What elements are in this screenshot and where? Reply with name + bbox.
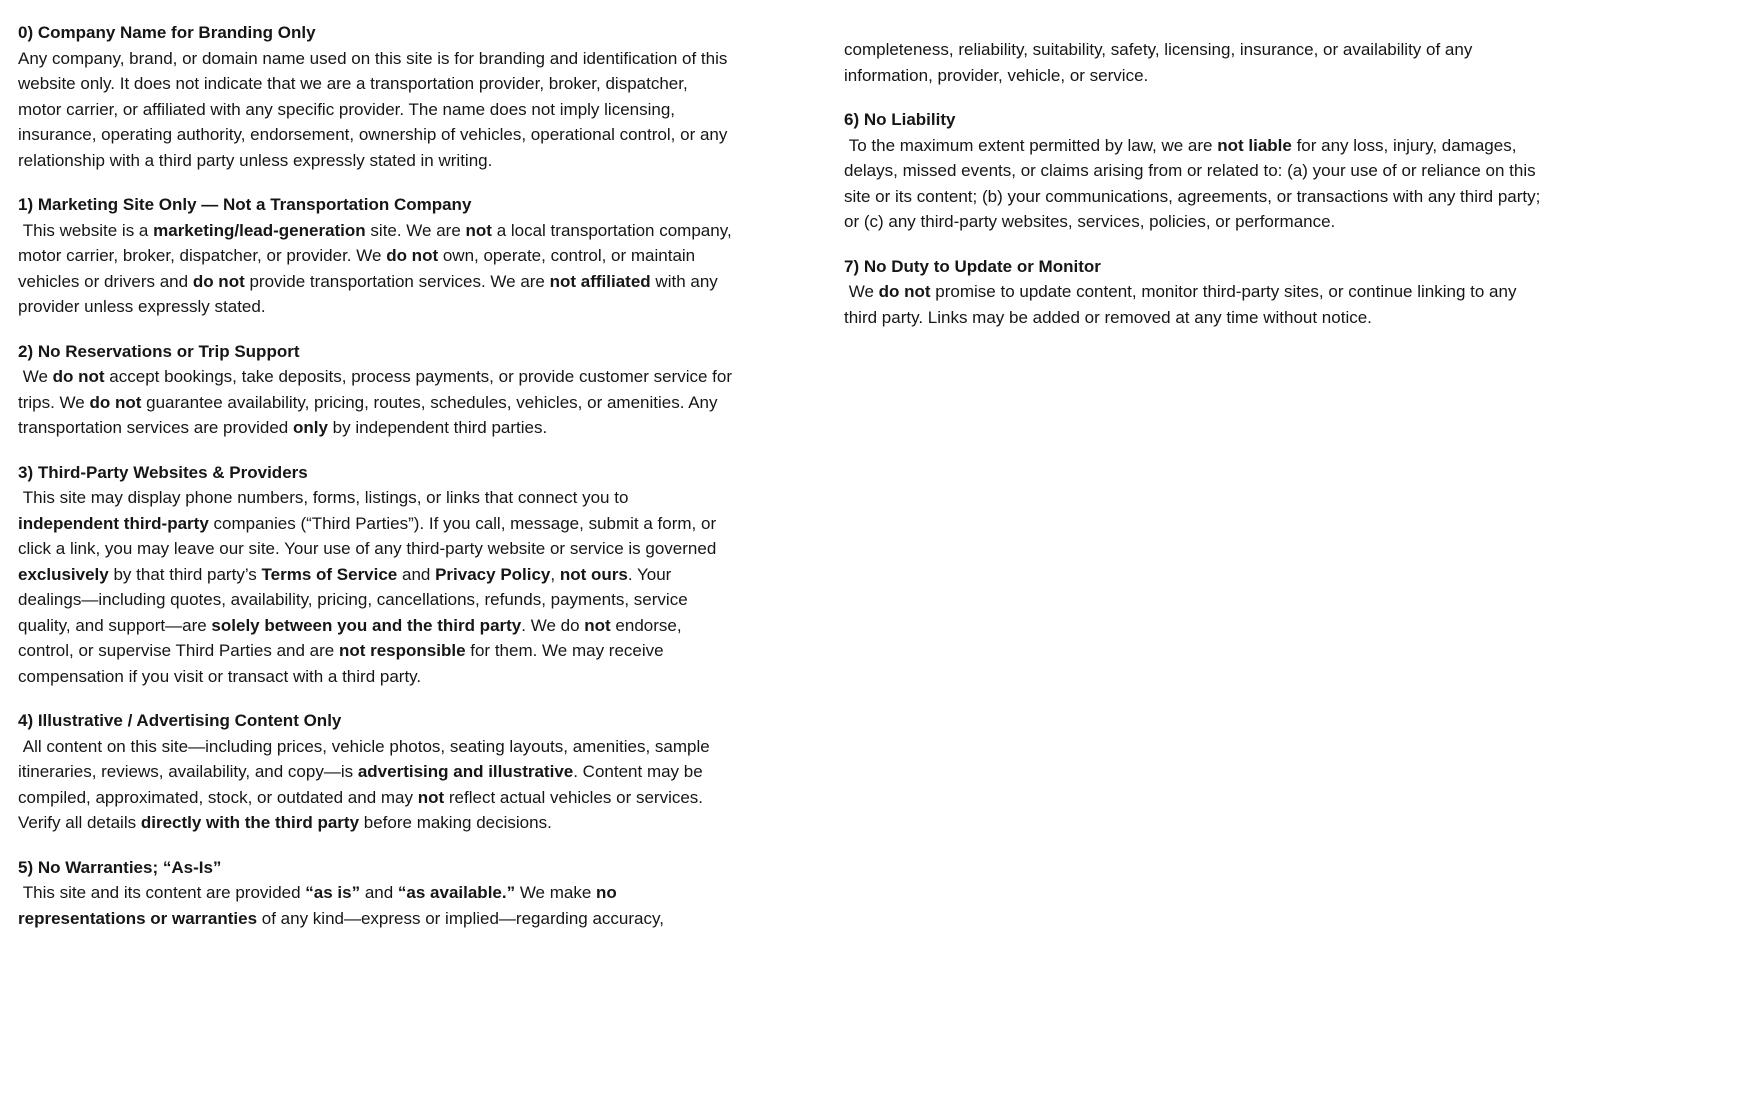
bold-text-run: “as available.” xyxy=(397,883,516,902)
text-run: This site and its content are provided xyxy=(18,883,306,902)
bold-text-run: directly with the third party xyxy=(140,813,360,832)
text-run: for any loss, injury, damages, delays, missed events, or claims arising from or related to: (a) your use of or reliance on this site or its content; (b) your communications, agreements, or transactions with any third party; or (c) any third-party websites, services, policies, or performance. xyxy=(844,135,1546,231)
text-run: To the maximum extent permitted by law, we are xyxy=(844,135,1218,155)
bold-text-run: not liable xyxy=(1217,135,1292,155)
text-run: All content on this site—including prices, vehicle photos, seating layouts, amenities, sample itineraries, reviews, availability, and copy—is xyxy=(18,736,715,781)
text-run: before making decisions. xyxy=(359,813,552,832)
text-run: . We do xyxy=(521,615,585,635)
text-run: and xyxy=(360,883,398,902)
section-heading: 5) No Warranties; “As-Is” xyxy=(18,857,222,877)
text-run: promise to update content, monitor third-party sites, or continue linking to any third party. Links may be added or removed at any time without notice. xyxy=(844,282,1522,327)
section-body xyxy=(18,364,737,441)
bold-text-run: not affiliated xyxy=(549,271,651,291)
disclaimer-section xyxy=(18,460,734,690)
text-run: We xyxy=(844,282,879,301)
bold-text-run: not xyxy=(584,615,611,635)
section-body xyxy=(844,37,1548,88)
text-run: reflect actual vehicles or services. Verify all details xyxy=(18,787,708,832)
bold-text-run: do not xyxy=(52,367,105,386)
text-run: own, operate, control, or maintain vehicles or drivers and xyxy=(18,246,700,291)
bold-text-run: not xyxy=(417,787,445,807)
section-heading: 3) Third-Party Websites & Providers xyxy=(18,462,308,482)
disclaimer-section xyxy=(18,192,737,320)
text-run: endorse, control, or supervise Third Parties and are xyxy=(18,615,687,660)
bold-text-run: do not xyxy=(386,246,439,265)
section-body xyxy=(844,133,1548,235)
section-body xyxy=(18,46,734,174)
section-heading: 2) No Reservations or Trip Support xyxy=(18,341,300,361)
bold-text-run: Terms of Service xyxy=(261,564,398,584)
disclaimer-section xyxy=(18,339,737,441)
left-column xyxy=(18,20,737,931)
text-run: , xyxy=(550,564,560,584)
text-run: guarantee availability, pricing, routes, schedules, vehicles, or amenities. Any transportation services are provided xyxy=(18,392,723,437)
section-body xyxy=(18,734,734,836)
bold-text-run: do not xyxy=(192,271,245,291)
text-run: completeness, reliability, suitability, safety, licensing, insurance, or availability of any information, provider, vehicle, or service. xyxy=(844,40,1478,85)
text-run: provide transportation services. We are xyxy=(244,271,550,291)
bold-text-run: no representations or warranties xyxy=(18,883,622,928)
section-body xyxy=(18,880,734,931)
text-run: with any provider unless expressly stated. xyxy=(18,271,723,316)
section-body xyxy=(18,218,737,320)
disclaimer-section xyxy=(18,20,734,173)
bold-text-run: solely between you and the third party xyxy=(211,615,522,635)
text-run: This site may display phone numbers, forms, listings, or links that connect you to xyxy=(18,488,634,507)
text-run: by independent third parties. xyxy=(327,418,548,437)
bold-text-run: only xyxy=(292,418,328,437)
section-body xyxy=(844,279,1548,330)
text-run: . Your dealings—including quotes, availability, pricing, cancellations, refunds, payments, service quality, and support—are xyxy=(18,564,693,635)
section-heading: 0) Company Name for Branding Only xyxy=(18,23,316,42)
right-column xyxy=(844,20,1548,330)
bold-text-run: do not xyxy=(878,282,931,301)
bold-text-run: marketing/lead-generation xyxy=(153,220,366,240)
disclaimer-section xyxy=(18,855,734,932)
disclaimer-section xyxy=(844,37,1548,88)
text-run: This website is a xyxy=(18,220,154,240)
bold-text-run: not xyxy=(465,220,492,240)
text-run: by that third party’s xyxy=(108,564,262,584)
bold-text-run: advertising and illustrative xyxy=(357,762,574,781)
text-run: a local transportation company, motor carrier, broker, dispatcher, or provider. We xyxy=(18,220,737,265)
bold-text-run: not ours xyxy=(559,564,628,584)
text-run: We xyxy=(18,367,53,386)
text-run: site. We are xyxy=(365,220,466,240)
disclaimer-section xyxy=(844,254,1548,331)
section-heading: 1) Marketing Site Only — Not a Transportation Company xyxy=(18,195,472,214)
bold-text-run: not responsible xyxy=(338,641,466,660)
section-heading: 6) No Liability xyxy=(844,110,956,129)
bold-text-run: independent third-party xyxy=(18,513,209,533)
text-run: . Content may be compiled, approximated, stock, or outdated and may xyxy=(18,762,708,807)
disclaimer-section xyxy=(18,708,734,836)
section-body xyxy=(18,485,734,689)
text-run: and xyxy=(397,564,436,584)
text-run: of any kind—express or implied—regarding accuracy, xyxy=(257,908,664,928)
bold-text-run: Privacy Policy xyxy=(435,564,551,584)
bold-text-run: do not xyxy=(89,392,142,412)
text-run: accept bookings, take deposits, process payments, or provide customer service for trips. We xyxy=(18,367,737,412)
bold-text-run: “as is” xyxy=(305,883,361,902)
text-run: Any company, brand, or domain name used on this site is for branding and identification of this website only. It does not indicate that we are a transportation provider, broker, dispatcher, motor carrier, or affiliated with any specific provider. The name does not imply licensing, insurance, operating authority, endorsement, ownership of vehicles, operational control, or any relationship with a third party unless expressly stated in writing. xyxy=(18,48,733,170)
text-run: companies (“Third Parties”). If you call, message, submit a form, or click a link, you may leave our site. Your use of any third-party website or service is governed xyxy=(18,513,722,558)
disclaimer-section xyxy=(844,107,1548,235)
section-heading: 7) No Duty to Update or Monitor xyxy=(844,256,1101,276)
section-heading: 4) Illustrative / Advertising Content Only xyxy=(18,711,342,730)
text-run: for them. We may receive compensation if you visit or transact with a third party. xyxy=(18,641,669,686)
text-run: We make xyxy=(515,883,597,902)
bold-text-run: exclusively xyxy=(18,564,109,584)
